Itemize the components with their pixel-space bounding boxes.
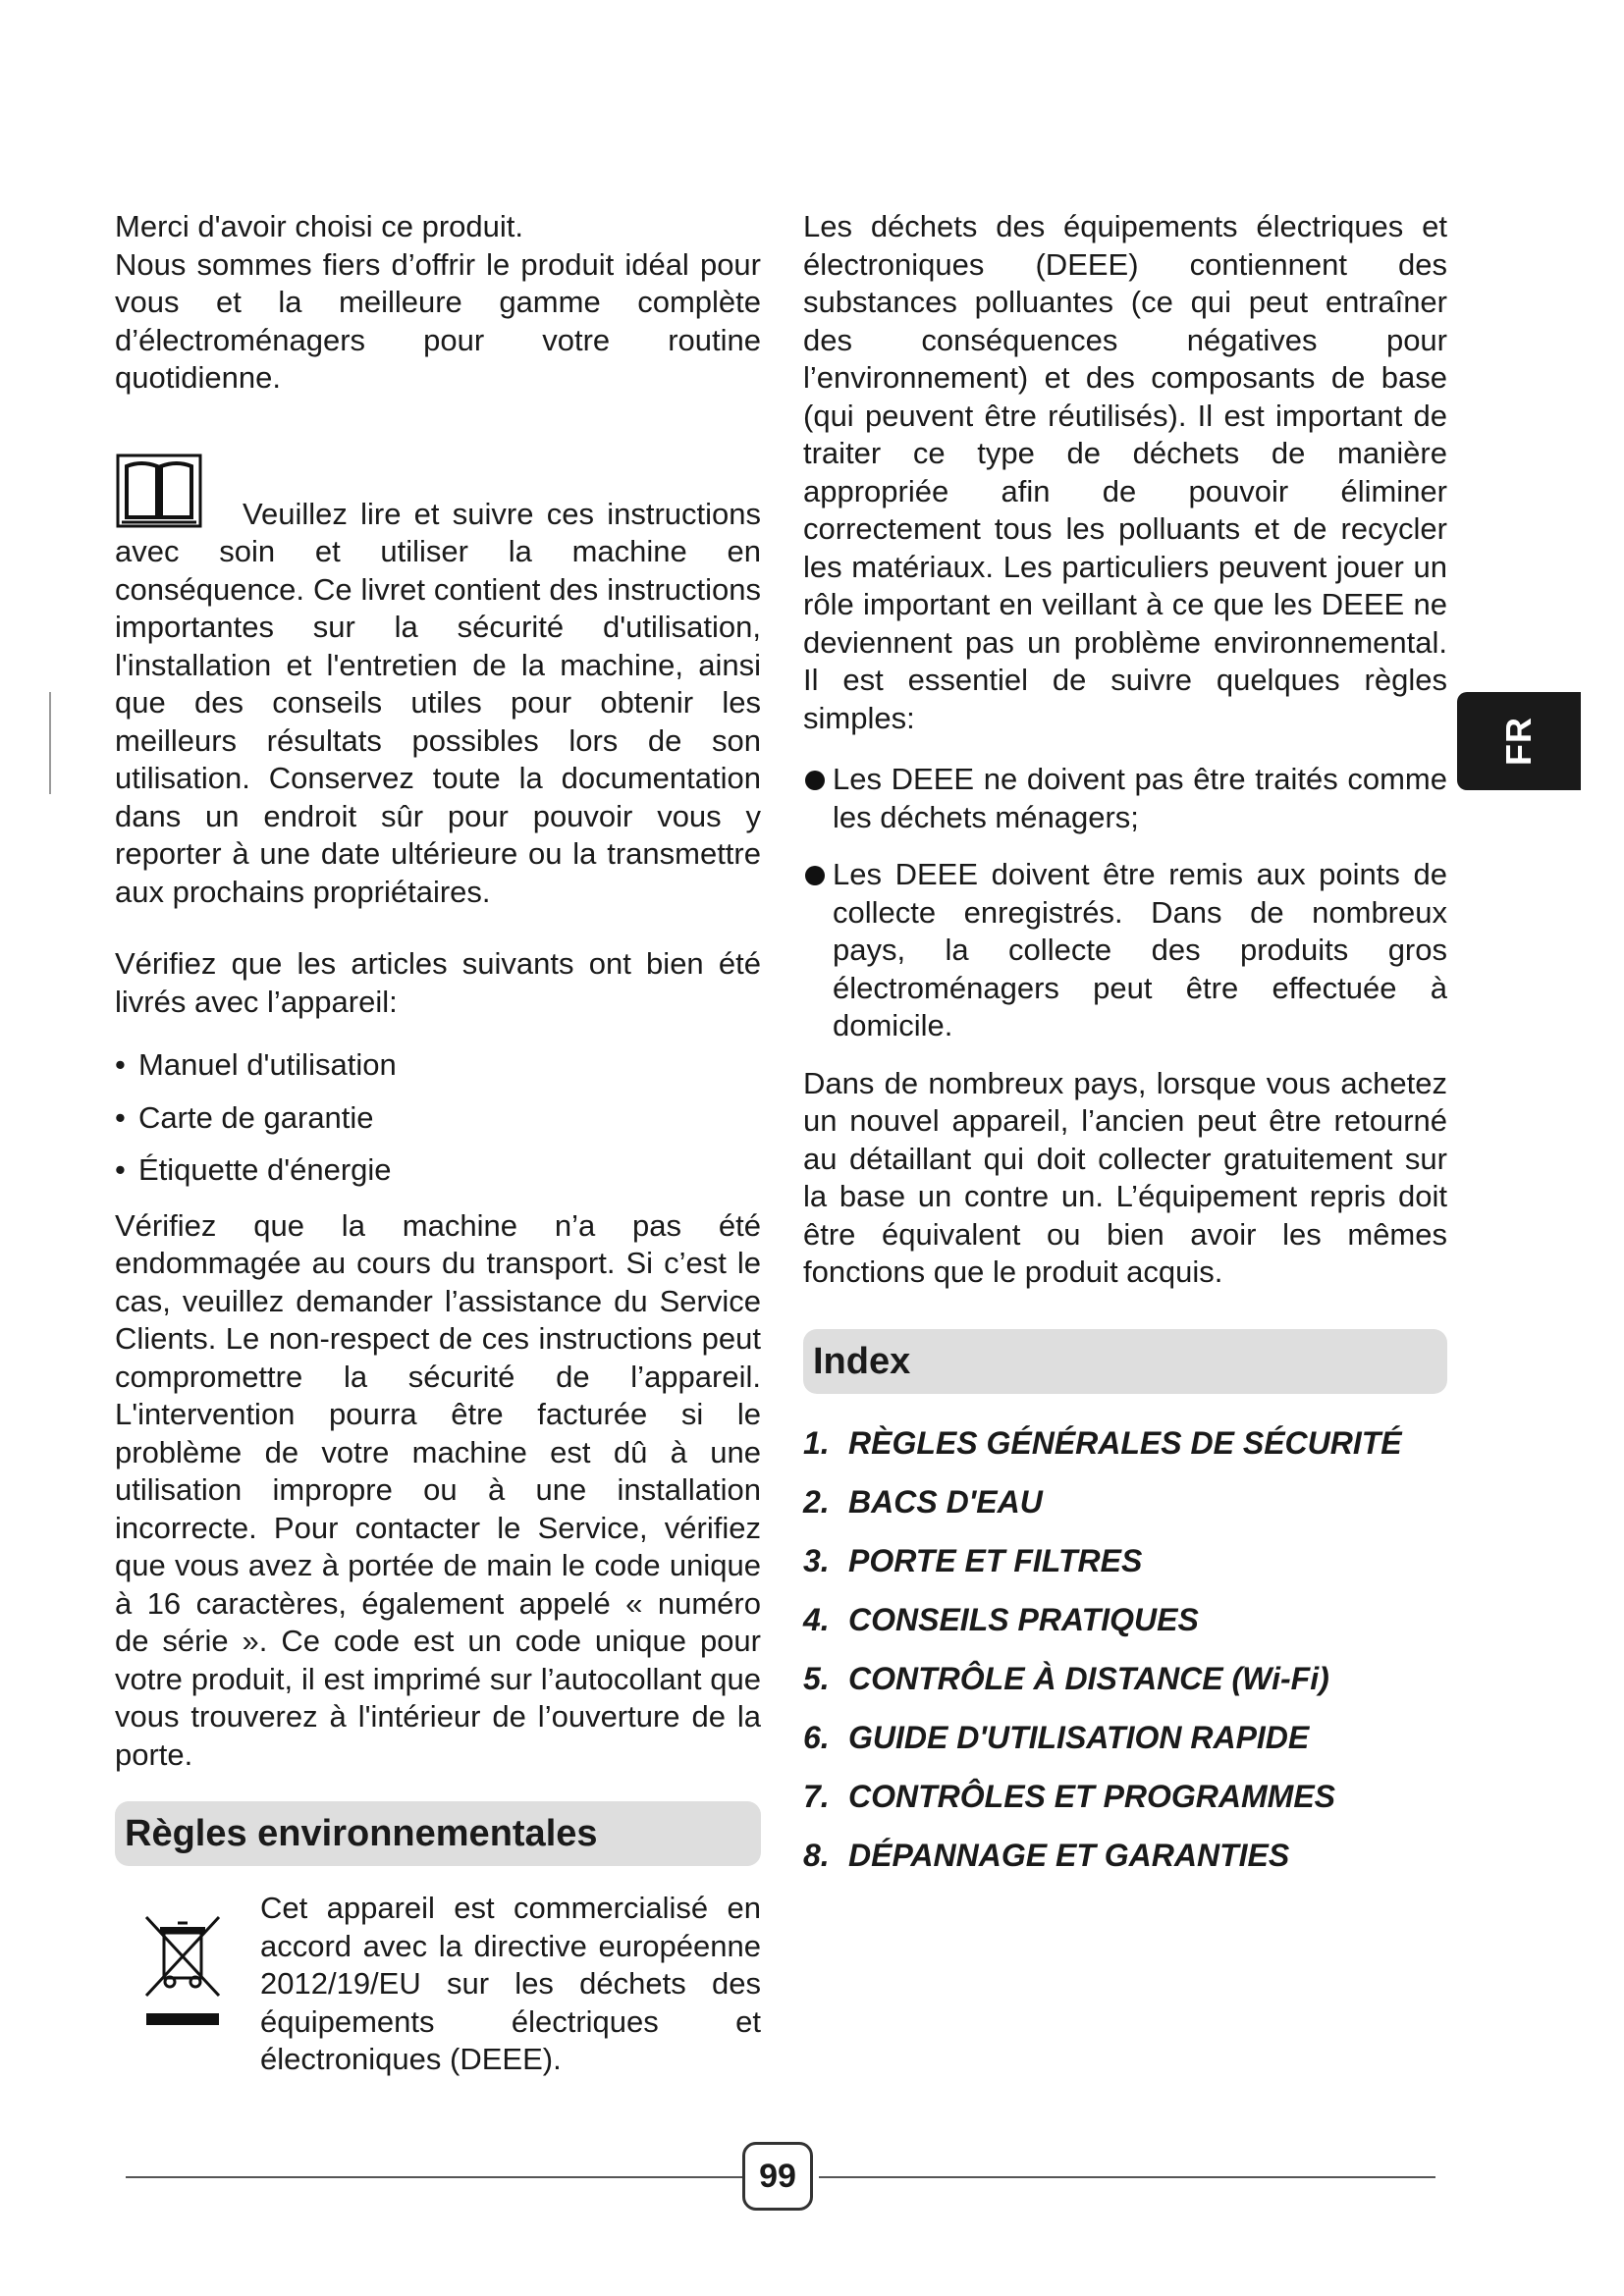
- crossed-out-wheelie-bin-icon: [138, 1911, 227, 2029]
- list-item: • Carte de garantie: [115, 1099, 761, 1138]
- intro-pride: Nous sommes fiers d’offrir le produit idéal pour vous et la meilleure gamme complète d’électroménagers pour votre routine quotidienne.: [115, 246, 761, 395]
- index-item: 5. CONTRÔLE À DISTANCE (Wi-Fi): [803, 1660, 1329, 1696]
- language-tab-label: FR: [1498, 717, 1539, 766]
- footer-rule-right: [819, 2176, 1435, 2178]
- index-list: [803, 1423, 1447, 1875]
- index-item: 3. PORTE ET FILTRES: [803, 1542, 1143, 1578]
- bullet: •: [115, 1152, 126, 1187]
- index-item: 8. DÉPANNAGE ET GARANTIES: [803, 1837, 1290, 1873]
- bullet-dot: [805, 771, 825, 790]
- list-item: • Étiquette d'énergie: [115, 1151, 761, 1190]
- deee-paragraph: Les déchets des équipements électriques et électroniques (DEEE) contiennent des substances polluantes (ce qui peut entraîner des conséquences négatives pour l’environnement) et des composants de base (qui peuvent être réutilisés). Il est important de traiter ce type de déchets de manière appropriée afin de pouvoir éliminer correctement tous les polluants et de recycler les matériaux. Les particuliers peuvent jouer un rôle important en veillant à ce que les DEEE ne deviennent pas un problème environnemental. Il est essentiel de suivre quelques règles simples:: [803, 209, 1447, 735]
- section-heading-environment: Règles environnementales: [115, 1801, 761, 1866]
- open-book-icon: [115, 453, 203, 529]
- intro-thanks: Merci d'avoir choisi ce produit.: [115, 209, 523, 243]
- return-paragraph: Dans de nombreux pays, lorsque vous achetez un nouvel appareil, l’ancien peut être retourné au détaillant qui doit collecter gratuitement sur la base un contre un. L’équipement repris doit être équivalent ou bien avoir les mêmes fonctions que le produit acquis.: [803, 1065, 1447, 1289]
- bullet: •: [115, 1099, 126, 1135]
- weee-paragraph: Cet appareil est commercialisé en accord avec la directive européenne 2012/19/EU sur les déchets des équipements électriques et électroniques (DEEE).: [260, 1891, 761, 2076]
- bullet-dot: [805, 866, 825, 885]
- instructions-paragraph: Veuillez lire et suivre ces instructions avec soin et utiliser la machine en conséquence. Ce livret contient des instructions importantes sur la sécurité d'utilisation, l'installation et l'entretien de la machine, ainsi que des conseils utiles pour obtenir les meilleurs résultats possibles lors de son utilisation. Conservez toute la documentation dans un endroit sûr pour pouvoir vous y reporter à une date ultérieure ou la transmettre aux prochains propriétaires.: [115, 496, 761, 909]
- section-heading-index: Index: [803, 1329, 1447, 1394]
- delivered-items-list: [115, 1046, 761, 1190]
- index-item: 6. GUIDE D'UTILISATION RAPIDE: [803, 1719, 1310, 1755]
- list-item: • Manuel d'utilisation: [115, 1046, 761, 1085]
- right-column: [803, 208, 1447, 1895]
- margin-rule: [49, 692, 51, 794]
- bullet: •: [115, 1047, 126, 1082]
- deee-rules-list: [803, 761, 1447, 1045]
- damage-paragraph: Vérifiez que la machine n’a pas été endommagée au cours du transport. Si c’est le cas, veuillez demander l’assistance du Service Clients. Le non-respect de ces instructions peut compromettre la sécurité de l’appareil. L'intervention pourra être facturée si le problème de votre machine est dû à une utilisation impropre ou à une installation incorrecte. Pour contacter le Service, vérifiez que vous avez à portée de main le code unique à 16 caractères, également appelé « numéro de série ». Ce code est un code unique pour votre produit, il est imprimé sur l’autocollant que vous trouverez à l'intérieur de l’ouverture de la porte.: [115, 1207, 761, 1772]
- list-item: Les DEEE ne doivent pas être traités comme les déchets ménagers;: [803, 761, 1447, 836]
- index-item: 2. BACS D'EAU: [803, 1483, 1043, 1520]
- list-item: Les DEEE doivent être remis aux points de collecte enregistrés. Dans de nombreux pays, la collecte des produits gros électroménagers peut être effectuée à domicile.: [803, 856, 1447, 1045]
- weee-block: [115, 1890, 761, 2079]
- index-item: 4. CONSEILS PRATIQUES: [803, 1601, 1199, 1637]
- index-item: 1. RÈGLES GÉNÉRALES DE SÉCURITÉ: [803, 1424, 1402, 1461]
- language-tab: [1457, 692, 1581, 790]
- check-items-intro: Vérifiez que les articles suivants ont bien été livrés avec l’appareil:: [115, 946, 761, 1019]
- left-column: [115, 208, 761, 2079]
- instructions-block: [115, 458, 761, 912]
- index-item: 7. CONTRÔLES ET PROGRAMMES: [803, 1778, 1336, 1814]
- footer-rule-left: [126, 2176, 742, 2178]
- page-number: 99: [742, 2142, 813, 2211]
